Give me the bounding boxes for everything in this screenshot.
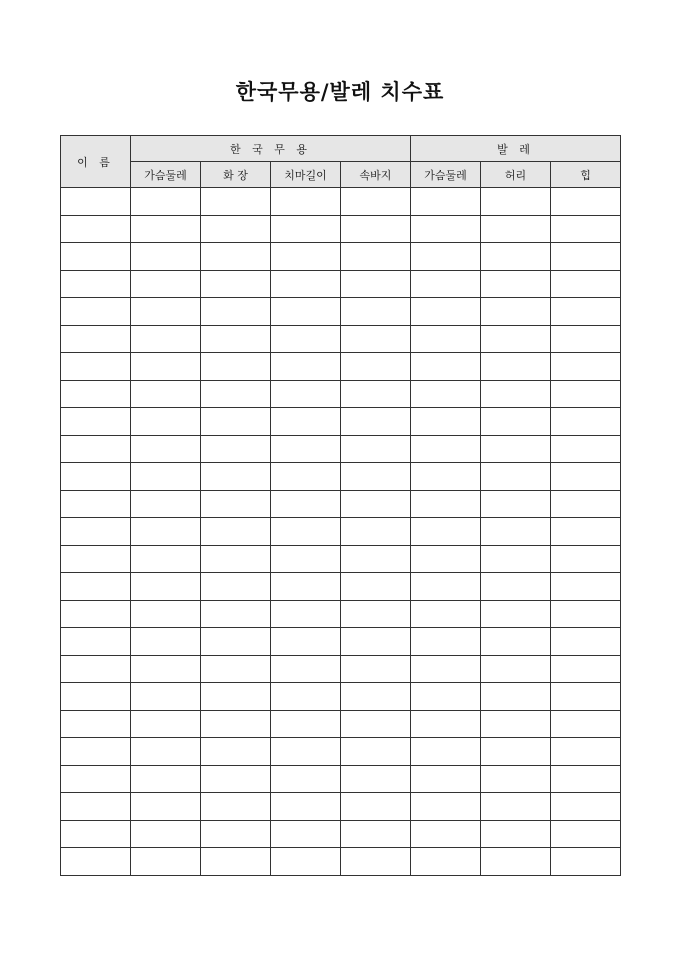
measurement-cell[interactable] [131,820,201,848]
measurement-cell[interactable] [131,683,201,711]
measurement-cell[interactable] [341,463,411,491]
measurement-cell[interactable] [271,710,341,738]
table-row [61,820,621,848]
measurement-cell[interactable] [481,628,551,656]
measurement-cell[interactable] [411,683,481,711]
name-cell[interactable] [61,380,131,408]
name-cell[interactable] [61,848,131,876]
measurement-cell[interactable] [271,793,341,821]
table-row [61,325,621,353]
measurement-cell[interactable] [201,243,271,271]
name-cell[interactable] [61,573,131,601]
table-row [61,490,621,518]
name-cell[interactable] [61,683,131,711]
measurement-cell[interactable] [271,628,341,656]
measurement-cell[interactable] [201,683,271,711]
name-cell[interactable] [61,463,131,491]
table-row [61,710,621,738]
measurement-cell[interactable] [411,628,481,656]
measurement-cell[interactable] [131,188,201,216]
measurement-cell[interactable] [201,848,271,876]
measurement-cell[interactable] [551,710,621,738]
measurement-cell[interactable] [481,765,551,793]
measurement-cell[interactable] [131,463,201,491]
measurement-cell[interactable] [481,298,551,326]
measurement-cell[interactable] [411,298,481,326]
measurement-cell[interactable] [551,380,621,408]
name-cell[interactable] [61,353,131,381]
measurement-cell[interactable] [411,655,481,683]
measurement-cell[interactable] [271,380,341,408]
measurement-cell[interactable] [481,380,551,408]
measurement-cell[interactable] [201,435,271,463]
measurement-cell[interactable] [411,545,481,573]
measurement-cell[interactable] [201,820,271,848]
measurement-cell[interactable] [551,628,621,656]
name-cell[interactable] [61,765,131,793]
measurement-cell[interactable] [411,188,481,216]
measurement-cell[interactable] [271,683,341,711]
measurement-cell[interactable] [481,683,551,711]
measurement-cell[interactable] [271,655,341,683]
measurement-cell[interactable] [341,353,411,381]
name-cell[interactable] [61,270,131,298]
measurement-cell[interactable] [551,463,621,491]
measurement-cell[interactable] [551,408,621,436]
measurement-cell[interactable] [481,710,551,738]
measurement-cell[interactable] [411,270,481,298]
measurement-cell[interactable] [201,710,271,738]
measurement-cell[interactable] [201,325,271,353]
measurement-cell[interactable] [481,573,551,601]
measurement-cell[interactable] [131,490,201,518]
measurement-cell[interactable] [481,738,551,766]
measurement-cell[interactable] [201,408,271,436]
name-cell[interactable] [61,298,131,326]
measurement-cell[interactable] [341,435,411,463]
measurement-cell[interactable] [271,215,341,243]
measurement-cell[interactable] [551,298,621,326]
name-header: 이 름 [61,136,131,188]
measurement-cell[interactable] [271,325,341,353]
measurement-cell[interactable] [411,353,481,381]
ballet-chest-header: 가슴둘레 [411,162,481,188]
measurement-cell[interactable] [201,215,271,243]
measurement-cell[interactable] [341,573,411,601]
measurement-cell[interactable] [551,243,621,271]
measurement-cell[interactable] [201,573,271,601]
table-row [61,518,621,546]
measurement-cell[interactable] [341,738,411,766]
measurement-cell[interactable] [341,298,411,326]
measurement-cell[interactable] [201,655,271,683]
table-row [61,408,621,436]
korean-chest-header: 가슴둘레 [131,162,201,188]
measurement-cell[interactable] [481,655,551,683]
measurement-cell[interactable] [131,765,201,793]
measurement-cell[interactable] [481,600,551,628]
measurement-cell[interactable] [271,298,341,326]
measurement-cell[interactable] [201,380,271,408]
measurement-cell[interactable] [411,710,481,738]
measurement-cell[interactable] [201,518,271,546]
measurement-cell[interactable] [341,793,411,821]
measurement-cell[interactable] [551,793,621,821]
table-row [61,545,621,573]
measurement-cell[interactable] [411,600,481,628]
name-cell[interactable] [61,738,131,766]
measurement-cell[interactable] [201,188,271,216]
measurement-cell[interactable] [551,270,621,298]
measurement-cell[interactable] [341,765,411,793]
table-row [61,793,621,821]
measurement-cell[interactable] [201,600,271,628]
measurement-cell[interactable] [341,215,411,243]
measurement-cell[interactable] [481,215,551,243]
measurement-cell[interactable] [411,573,481,601]
name-cell[interactable] [61,435,131,463]
measurement-cell[interactable] [481,353,551,381]
measurement-cell[interactable] [131,380,201,408]
measurement-cell[interactable] [131,518,201,546]
ballet-hip-header: 힙 [551,162,621,188]
measurement-cell[interactable] [341,188,411,216]
measurement-cell[interactable] [131,600,201,628]
table-row [61,655,621,683]
measurement-cell[interactable] [481,518,551,546]
measurement-cell[interactable] [201,793,271,821]
measurement-cell[interactable] [131,710,201,738]
measurement-cell[interactable] [481,243,551,271]
measurement-cell[interactable] [411,408,481,436]
measurement-cell[interactable] [271,765,341,793]
measurement-cell[interactable] [131,408,201,436]
measurement-cell[interactable] [341,325,411,353]
document-title: 한국무용/발레 치수표 [235,79,445,104]
name-cell[interactable] [61,188,131,216]
measurement-cell[interactable] [201,298,271,326]
measurement-cell[interactable] [411,463,481,491]
measurement-cell[interactable] [271,573,341,601]
measurement-cell[interactable] [551,353,621,381]
measurement-cell[interactable] [551,435,621,463]
measurement-cell[interactable] [411,820,481,848]
name-cell[interactable] [61,820,131,848]
measurement-cell[interactable] [551,215,621,243]
measurement-cell[interactable] [271,738,341,766]
measurement-cell[interactable] [271,270,341,298]
measurement-cell[interactable] [411,765,481,793]
measurement-cell[interactable] [411,325,481,353]
measurement-cell[interactable] [411,518,481,546]
measurement-cell[interactable] [131,573,201,601]
measurement-cell[interactable] [341,710,411,738]
table-row [61,765,621,793]
name-cell[interactable] [61,710,131,738]
measurement-cell[interactable] [201,463,271,491]
table-row [61,270,621,298]
measurement-cell[interactable] [131,270,201,298]
measurement-cell[interactable] [131,545,201,573]
measurement-cell[interactable] [551,655,621,683]
name-cell[interactable] [61,518,131,546]
table-row [61,628,621,656]
measurement-cell[interactable] [551,600,621,628]
measurement-cell[interactable] [131,215,201,243]
measurement-cell[interactable] [201,270,271,298]
measurement-cell[interactable] [411,215,481,243]
measurement-cell[interactable] [131,353,201,381]
measurement-cell[interactable] [271,353,341,381]
name-cell[interactable] [61,215,131,243]
measurement-cell[interactable] [341,628,411,656]
measurement-cell[interactable] [411,793,481,821]
measurement-cell[interactable] [551,325,621,353]
measurement-cell[interactable] [481,435,551,463]
table-row [61,243,621,271]
measurement-cell[interactable] [341,820,411,848]
measurement-cell[interactable] [551,573,621,601]
korean-skirt-length-header: 치마길이 [271,162,341,188]
table-row [61,600,621,628]
measurement-cell[interactable] [341,518,411,546]
table-body [61,188,621,876]
measurement-cell[interactable] [551,738,621,766]
measurement-cell[interactable] [481,848,551,876]
table-row [61,848,621,876]
name-cell[interactable] [61,600,131,628]
measurement-cell[interactable] [131,435,201,463]
measurement-cell[interactable] [131,325,201,353]
measurement-cell[interactable] [341,490,411,518]
measurement-cell[interactable] [411,380,481,408]
measurement-cell[interactable] [551,683,621,711]
korean-underpants-header: 속바지 [341,162,411,188]
measurement-cell[interactable] [481,545,551,573]
measurement-cell[interactable] [271,490,341,518]
table-row [61,353,621,381]
measurement-cell[interactable] [271,518,341,546]
measurement-cell[interactable] [481,270,551,298]
measurement-table [60,135,621,876]
table-row [61,188,621,216]
measurement-cell[interactable] [551,490,621,518]
measurement-cell[interactable] [481,325,551,353]
measurement-cell[interactable] [481,490,551,518]
measurement-cell[interactable] [201,353,271,381]
measurement-cell[interactable] [131,243,201,271]
measurement-cell[interactable] [201,490,271,518]
measurement-cell[interactable] [131,738,201,766]
ballet-group-header: 발 레 [411,136,621,162]
name-cell[interactable] [61,490,131,518]
measurement-cell[interactable] [341,600,411,628]
measurement-cell[interactable] [271,545,341,573]
measurement-cell[interactable] [551,188,621,216]
measurement-cell[interactable] [341,380,411,408]
measurement-cell[interactable] [481,463,551,491]
measurement-cell[interactable] [341,408,411,436]
measurement-cell[interactable] [271,463,341,491]
measurement-cell[interactable] [271,435,341,463]
measurement-cell[interactable] [271,848,341,876]
measurement-cell[interactable] [271,820,341,848]
measurement-cell[interactable] [551,848,621,876]
measurement-cell[interactable] [201,738,271,766]
measurement-cell[interactable] [551,518,621,546]
measurement-cell[interactable] [341,848,411,876]
measurement-cell[interactable] [131,655,201,683]
table-header [61,136,621,188]
measurement-cell[interactable] [481,408,551,436]
table-row [61,435,621,463]
measurement-cell[interactable] [411,435,481,463]
measurement-cell[interactable] [201,628,271,656]
table-row [61,573,621,601]
korean-dance-group-header: 한 국 무 용 [131,136,411,162]
korean-sleeve-header: 화 장 [201,162,271,188]
measurement-cell[interactable] [481,188,551,216]
measurement-cell[interactable] [481,793,551,821]
name-cell[interactable] [61,655,131,683]
measurement-cell[interactable] [271,188,341,216]
name-cell[interactable] [61,545,131,573]
ballet-waist-header: 허리 [481,162,551,188]
measurement-cell[interactable] [131,298,201,326]
measurement-cell[interactable] [201,765,271,793]
measurement-cell[interactable] [411,243,481,271]
name-cell[interactable] [61,243,131,271]
measurement-cell[interactable] [551,765,621,793]
measurement-cell[interactable] [481,820,551,848]
measurement-cell[interactable] [271,408,341,436]
name-cell[interactable] [61,628,131,656]
measurement-cell[interactable] [201,545,271,573]
measurement-cell[interactable] [271,243,341,271]
measurement-cell[interactable] [131,628,201,656]
table-row [61,683,621,711]
table-row [61,463,621,491]
measurement-cell[interactable] [131,793,201,821]
measurement-cell[interactable] [411,848,481,876]
name-cell[interactable] [61,408,131,436]
measurement-cell[interactable] [131,848,201,876]
measurement-cell[interactable] [411,490,481,518]
measurement-cell[interactable] [341,243,411,271]
measurement-cell[interactable] [551,820,621,848]
measurement-cell[interactable] [411,738,481,766]
table-row [61,298,621,326]
measurement-cell[interactable] [341,683,411,711]
measurement-cell[interactable] [271,600,341,628]
measurement-cell[interactable] [341,545,411,573]
name-cell[interactable] [61,325,131,353]
table-row [61,738,621,766]
table-row [61,215,621,243]
measurement-cell[interactable] [341,270,411,298]
table-row [61,380,621,408]
measurement-cell[interactable] [551,545,621,573]
measurement-cell[interactable] [341,655,411,683]
name-cell[interactable] [61,793,131,821]
